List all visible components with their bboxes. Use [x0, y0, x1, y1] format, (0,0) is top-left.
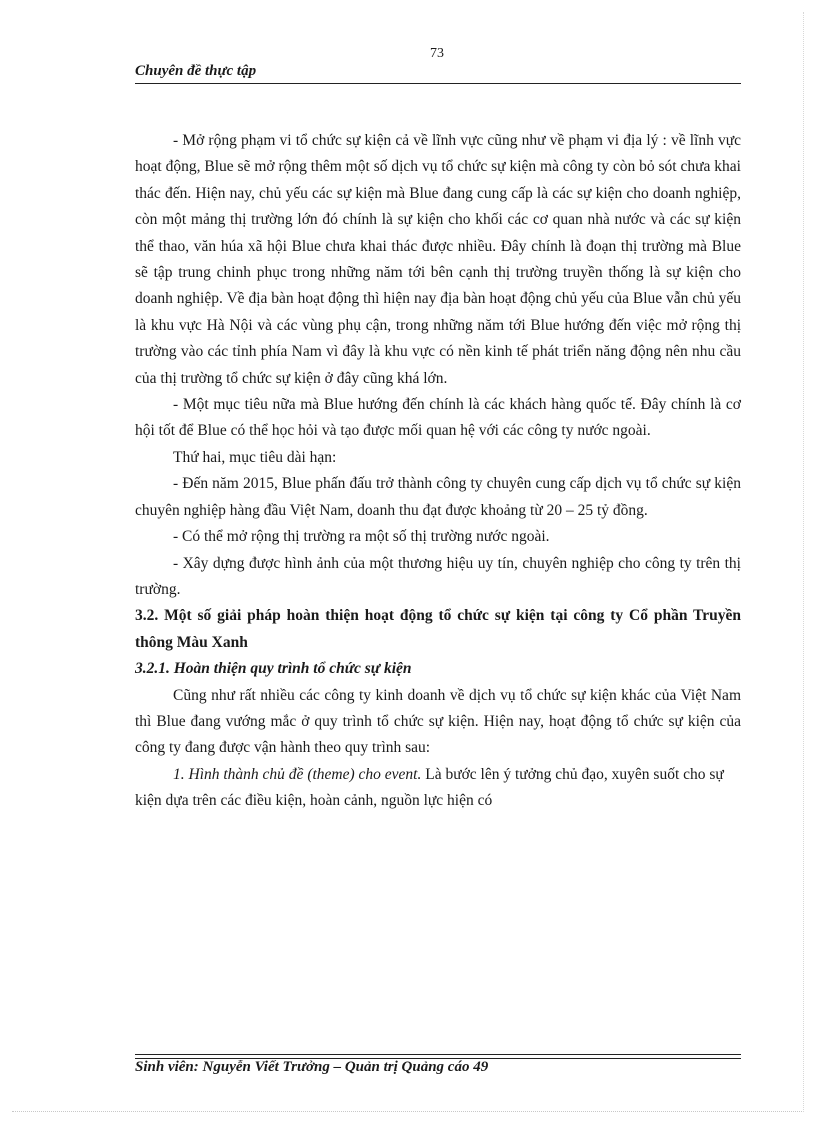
paragraph-brand-image: - Xây dựng được hình ảnh của một thương hiệu uy tín, chuyên nghiệp cho công ty trên thị trường. — [135, 554, 741, 598]
footer-author: Sinh viên: Nguyễn Viết Trưởng – Quản trị Quảng cáo 49 — [135, 1059, 489, 1075]
step-1-text: Là bước lên ý tưởng chủ đạo, xuyên suốt cho sự kiện dựa trên các điều kiện, hoàn cảnh, nguồn lực hiện có — [135, 765, 724, 810]
paragraph-step-1 — [135, 762, 741, 815]
step-1-title: 1. Hình thành chủ đề (theme) cho event. — [173, 765, 422, 783]
running-header-title: Chuyên đề thực tập — [135, 63, 257, 79]
paragraph-expand-scope: - Mở rộng phạm vi tổ chức sự kiện cả về lĩnh vực cũng như về phạm vi địa lý : về lĩnh vực hoạt động, Blue sẽ mở rộng thêm một số dịch vụ tổ chức sự kiện mà công ty còn bỏ sót chưa khai thác đến. Hiện nay, chủ yếu các sự kiện mà Blue đang cung cấp là các sự kiện cho doanh nghiệp, còn một mảng thị trường lớn đó chính là sự kiện cho khối các cơ quan nhà nước và các sự kiện thể thao, văn húa xã hội Blue chưa khai thác được nhiều. Đây chính là đoạn thị trường mà Blue sẽ tập trung chinh phục trong những năm tới bên cạnh thị trường truyền thống là sự kiện cho doanh nghiệp. Về địa bàn hoạt động thì hiện nay địa bàn hoạt động chủ yếu của Blue vẫn chủ yếu là khu vực Hà Nội và các vùng phụ cận, trong những năm tới Blue hướng đến việc mở rộng thị trường vào các tỉnh phía Nam vì đây là khu vực có nền kinh tế phát triển năng động nên nhu cầu của thị trường tổ chức sự kiện ở đây cũng khá lớn. — [135, 132, 741, 387]
paragraph-goal-2015: - Đến năm 2015, Blue phấn đấu trở thành công ty chuyên cung cấp dịch vụ tổ chức sự kiện chuyên nghiệp hàng đầu Việt Nam, doanh thu đạt được khoảng từ 20 – 25 tỷ đồng. — [135, 475, 741, 519]
paragraph-foreign-markets: - Có thể mở rộng thị trường ra một số thị trường nước ngoài. — [173, 528, 550, 546]
paragraph-long-term-goal: Thứ hai, mục tiêu dài hạn: — [173, 448, 337, 466]
header-rule — [135, 83, 741, 84]
section-heading: 3.2. Một số giải pháp hoàn thiện hoạt động tổ chức sự kiện tại công ty Cổ phần Truyền thông Màu Xanh — [135, 607, 741, 651]
page-edge-bottom — [12, 1111, 804, 1112]
page-number: 73 — [430, 46, 444, 61]
paragraph-international-clients: - Một mục tiêu nữa mà Blue hướng đến chính là các khách hàng quốc tế. Đây chính là cơ hội tốt để Blue có thể học hỏi và tạo được mối quan hệ với các công ty nước ngoài. — [135, 396, 741, 440]
page-edge-right — [803, 12, 804, 1112]
subsection-heading: 3.2.1. Hoàn thiện quy trình tổ chức sự kiện — [135, 660, 412, 678]
paragraph-process-intro: Cũng như rất nhiều các công ty kinh doanh về dịch vụ tổ chức sự kiện khác của Việt Nam thì Blue đang vướng mắc ở quy trình tổ chức sự kiện. Hiện nay, hoạt động tổ chức sự kiện của công ty đang được vận hành theo quy trình sau: — [135, 686, 741, 757]
page-body — [135, 128, 741, 815]
